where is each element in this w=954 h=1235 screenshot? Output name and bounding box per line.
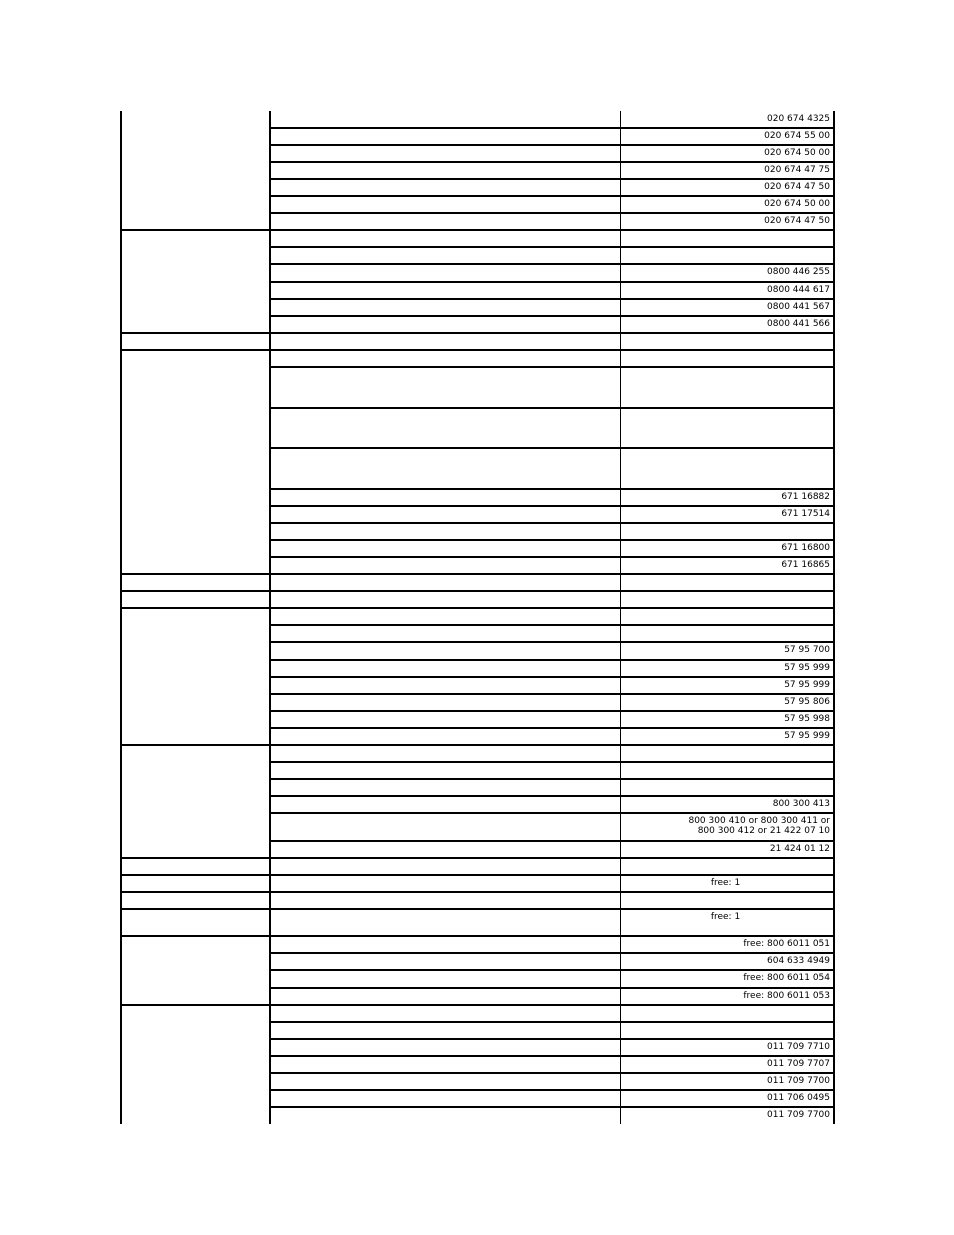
row-divider <box>270 1038 835 1040</box>
row-divider <box>270 840 835 842</box>
group-divider <box>120 332 835 334</box>
row-divider <box>270 1072 835 1074</box>
phone-number-cell: 020 674 55 00 <box>764 131 830 141</box>
phone-number-cell: 0800 441 566 <box>767 319 830 329</box>
row-divider <box>270 969 835 971</box>
row-divider <box>270 778 835 780</box>
phone-number-cell: free: 1 <box>710 912 741 922</box>
row-divider <box>270 127 835 129</box>
row-divider <box>270 1106 835 1108</box>
phone-number-cell: 011 709 7700 <box>767 1110 830 1120</box>
phone-number-cell: 57 95 999 <box>784 663 830 673</box>
group-divider <box>120 349 835 351</box>
phone-number-cell: 020 674 47 50 <box>764 216 830 226</box>
phone-number-cell: 011 709 7700 <box>767 1076 830 1086</box>
phone-number-cell: 800 300 410 or 800 300 411 or <box>688 816 830 826</box>
row-divider <box>270 710 835 712</box>
row-divider <box>270 212 835 214</box>
group-divider <box>120 891 835 893</box>
group-divider <box>120 590 835 592</box>
column-rule-left <box>120 111 122 1124</box>
phone-number-cell: free: 800 6011 051 <box>743 939 830 949</box>
row-divider <box>270 693 835 695</box>
phone-number-cell: 0800 446 255 <box>767 267 830 277</box>
phone-number-cell: 800 300 413 <box>772 799 830 809</box>
group-divider <box>120 744 835 746</box>
row-divider <box>270 522 835 524</box>
phone-number-cell: 020 674 47 50 <box>764 182 830 192</box>
phone-number-cell: 011 706 0495 <box>767 1093 830 1103</box>
row-divider <box>270 281 835 283</box>
row-divider <box>270 178 835 180</box>
phone-number-cell: free: 1 <box>710 878 741 888</box>
phone-number-cell: 020 674 47 75 <box>764 165 830 175</box>
phone-number-cell: 671 17514 <box>781 509 830 519</box>
row-divider <box>270 952 835 954</box>
row-divider <box>270 366 835 368</box>
row-divider <box>270 812 835 814</box>
phone-number-cell: 020 674 50 00 <box>764 148 830 158</box>
row-divider <box>270 556 835 558</box>
row-divider <box>270 447 835 449</box>
phone-number-cell: 0800 444 617 <box>767 285 830 295</box>
group-divider <box>120 1004 835 1006</box>
group-divider <box>120 857 835 859</box>
phone-number-cell: 020 674 4325 <box>767 114 830 124</box>
phone-number-cell: 020 674 50 00 <box>764 199 830 209</box>
phone-number-cell: 57 95 998 <box>784 714 830 724</box>
row-divider <box>270 761 835 763</box>
phone-number-cell: 0800 441 567 <box>767 302 830 312</box>
row-divider <box>270 263 835 265</box>
row-divider <box>270 298 835 300</box>
phone-number-cell: 011 709 7707 <box>767 1059 830 1069</box>
phone-number-cell: 57 95 999 <box>784 680 830 690</box>
phone-number-cell: free: 800 6011 053 <box>743 991 830 1001</box>
row-divider <box>270 727 835 729</box>
phone-number-cell: 57 95 806 <box>784 697 830 707</box>
phone-number-cell: 671 16882 <box>781 492 830 502</box>
row-divider <box>270 161 835 163</box>
row-divider <box>270 676 835 678</box>
group-divider <box>120 874 835 876</box>
phone-number-cell: 21 424 01 12 <box>769 844 830 854</box>
group-divider <box>120 935 835 937</box>
group-divider <box>120 573 835 575</box>
row-divider <box>270 795 835 797</box>
row-divider <box>270 407 835 409</box>
row-divider <box>270 624 835 626</box>
row-divider <box>270 659 835 661</box>
row-divider <box>270 315 835 317</box>
phone-number-cell: 011 709 7710 <box>767 1042 830 1052</box>
row-divider <box>270 641 835 643</box>
phone-number-cell: 800 300 412 or 21 422 07 10 <box>697 826 830 836</box>
group-divider <box>120 908 835 910</box>
phone-number-cell: 671 16865 <box>781 560 830 570</box>
phone-number-cell: 57 95 999 <box>784 731 830 741</box>
phone-number-cell: 604 633 4949 <box>767 956 830 966</box>
phone-number-cell: 57 95 700 <box>784 645 830 655</box>
row-divider <box>270 539 835 541</box>
phone-number-cell: 671 16800 <box>781 543 830 553</box>
group-divider <box>120 607 835 609</box>
row-divider <box>270 987 835 989</box>
group-divider <box>120 229 835 231</box>
row-divider <box>270 246 835 248</box>
row-divider <box>270 488 835 490</box>
row-divider <box>270 195 835 197</box>
phone-number-cell: free: 800 6011 054 <box>743 973 830 983</box>
row-divider <box>270 1089 835 1091</box>
row-divider <box>270 505 835 507</box>
row-divider <box>270 1021 835 1023</box>
row-divider <box>270 144 835 146</box>
row-divider <box>270 1055 835 1057</box>
